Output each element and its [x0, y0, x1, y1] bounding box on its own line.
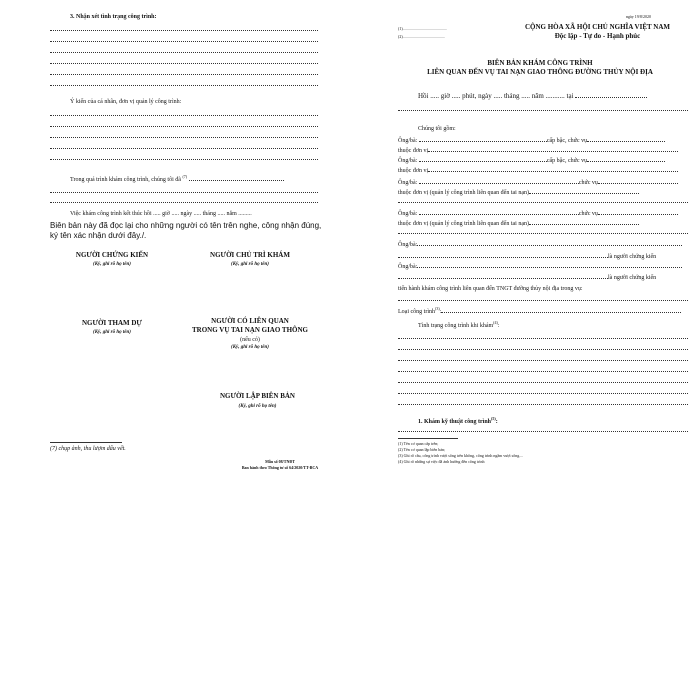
- form-issued: Ban hành theo Thông tư số 64/2020/TT-BCA: [241, 465, 319, 470]
- section-3-title: 3. Nhận xét tình trạng công trình:: [70, 14, 157, 20]
- type-line: Loại công trình$^{(3)}$:: [398, 307, 681, 315]
- footnote-7: (7) chụp ảnh, thu lượm dấu vết.: [50, 446, 126, 452]
- person-4-line: Ông/bà: chức vụ: [398, 210, 678, 217]
- person-3-unit: thuộc đơn vị (quản lý công trình liên quan đến tai nạn): [398, 189, 639, 196]
- document-title: BIÊN BẢN KHÁM CÔNG TRÌNH: [487, 59, 593, 67]
- person-2-unit: thuộc đơn vị: [398, 167, 678, 174]
- related-optional: (nếu có): [240, 337, 260, 343]
- date-note: ngày 19/8/2020: [626, 14, 651, 19]
- form-code: Mẫu số 08/TNĐT: [265, 459, 295, 464]
- person-2-line: Ông/bà: cấp bậc, chức vụ: [398, 157, 665, 164]
- process-dotted-line-2: [50, 202, 318, 203]
- footnote-separator: [50, 442, 122, 443]
- confirmation-text: Biên bản này đã đọc lại cho những người có tên trên nghe, công nhận đúng, ký tên xác nhận dưới đây./.: [50, 221, 322, 240]
- right-page: [350, 0, 700, 700]
- witness-signature-title: NGƯỜI CHỨNG KIẾN: [75, 251, 149, 259]
- document-subtitle: LIÊN QUAN ĐẾN VỤ TAI NẠN GIAO THÔNG ĐƯỜNG THỦY NỘI ĐỊA: [427, 68, 653, 76]
- related-signature-title: NGƯỜI CÓ LIÊN QUAN: [211, 317, 289, 325]
- issuing-agency-field: (2)..........................................: [398, 34, 445, 39]
- person-1-line: Ông/bà: cấp bậc, chức vụ: [398, 137, 665, 144]
- host-signature-title: NGƯỜI CHỦ TRÌ KHÁM: [210, 251, 290, 259]
- right-footnote-separator: [398, 438, 458, 439]
- person-3-extra-line: [398, 202, 688, 203]
- recorder-signature-title: NGƯỜI LẬP BIÊN BẢN: [219, 392, 295, 400]
- person-4-unit: thuộc đơn vị (quản lý công trình liên quan đến tai nạn): [398, 220, 639, 227]
- footnote-1: (1) Tên cơ quan cấp trên;: [398, 441, 439, 446]
- participant-signature-title: NGƯỜI THAM DỰ: [81, 319, 143, 327]
- opinion-label: Ý kiến của cá nhân, đơn vị quản lý công trình:: [70, 99, 182, 105]
- inspection-process-line: Trong quá trình khám công trình, chúng tôi đã $^{(7)}$: [70, 175, 284, 183]
- we-include-label: Chúng tôi gồm:: [418, 126, 456, 132]
- participant-sign-note: (Ký, ghi rõ họ tên): [93, 330, 131, 335]
- witness-2-role: là người chứng kiến: [398, 274, 656, 281]
- status-line: Tình trạng công trình khi khám$^{(4)}$:: [418, 320, 500, 329]
- related-sign-note: (Ký, ghi rõ họ tên): [231, 345, 269, 350]
- witness-sign-note: (Ký, ghi rõ họ tên): [93, 262, 131, 267]
- place-dotted-line: [398, 110, 688, 111]
- tech-inspection-title: 1. Khám kỹ thuật công trình$^{(5)}$:: [418, 416, 498, 425]
- person-4-extra-line: [398, 233, 688, 234]
- tech-dotted-line: [398, 431, 688, 432]
- witness-1-line: Ông/bà:: [398, 241, 682, 248]
- related-signature-title-2: TRONG VỤ TAI NẠN GIAO THÔNG: [192, 326, 308, 334]
- motto-header: Độc lập - Tự do - Hạnh phúc: [554, 32, 641, 40]
- footnote-2: (2) Tên cơ quan lập biên bản;: [398, 447, 446, 452]
- footnote-3: (3) Ghi rõ cầu, cống trình vượt sông trên không, công trình ngầm vượt sông....: [398, 453, 524, 458]
- conduct-dotted-line: [398, 300, 688, 301]
- footnote-4: (4) Ghi rõ những sự việc đã ảnh hưởng đến công trình: [398, 459, 485, 464]
- host-sign-note: (Ký, ghi rõ họ tên): [231, 262, 269, 267]
- conduct-line: tiến hành khám công trình liên quan đến TNGT đường thủy nội địa trong vụ:: [398, 286, 583, 292]
- superior-agency-field: (1)............................................: [398, 26, 447, 31]
- person-1-unit: thuộc đơn vị: [398, 147, 678, 154]
- person-3-line: Ông/bà: chức vụ: [398, 179, 678, 186]
- witness-2-line: Ông/bà:: [398, 263, 682, 270]
- end-time-line: Việc khám công trình kết thúc hồi ..... giờ ..... ngày ..... tháng ..... năm .........: [70, 211, 252, 217]
- process-dotted-line: [50, 192, 318, 193]
- recorder-sign-note: (Ký, ghi rõ họ tên): [238, 404, 277, 409]
- time-place-line: Hồi ..... giờ ..... phút, ngày ..... tháng ..... năm ........... tại: [418, 93, 647, 100]
- witness-1-role: là người chứng kiến: [398, 253, 656, 260]
- nation-header: CỘNG HÒA XÃ HỘI CHỦ NGHĨA VIỆT NAM: [524, 23, 670, 31]
